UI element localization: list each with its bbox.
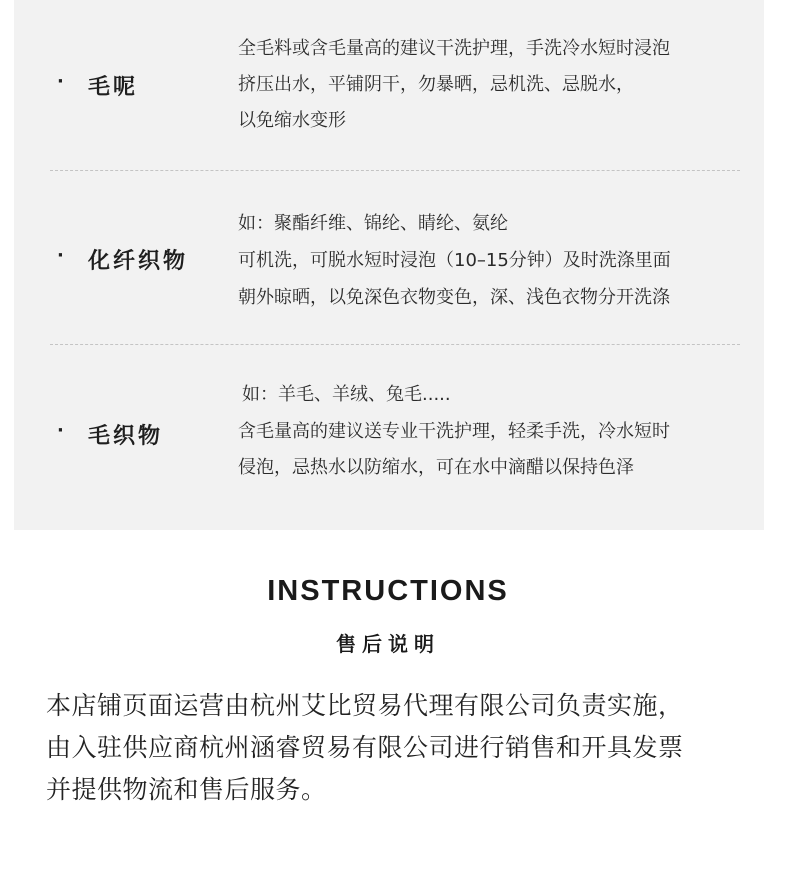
care-text-line: 以免缩水变形 (238, 110, 346, 131)
notice-line: 由入驻供应商杭州涵睿贸易有限公司进行销售和开具发票 (46, 733, 684, 762)
bullet: · (57, 420, 64, 441)
section-title: INSTRUCTIONS (267, 575, 509, 607)
fabric-care-panel (14, 0, 764, 530)
care-text-line: 全毛料或含毛量高的建议干洗护理，手洗冷水短时浸泡 (238, 38, 670, 59)
fabric-name: 化纤织物 (88, 249, 189, 274)
notice-line: 本店铺页面运营由杭州艾比贸易代理有限公司负责实施， (46, 691, 684, 720)
notice-line: 并提供物流和售后服务。 (46, 775, 327, 804)
care-text-line: 可机洗，可脱水短时浸泡（10–15分钟）及时洗涤里面 (238, 250, 671, 271)
care-text-line: 含毛量高的建议送专业干洗护理，轻柔手洗，冷水短时 (238, 421, 670, 442)
dashed-divider (50, 170, 740, 171)
care-text-line: 如：羊毛、羊绒、兔毛..... (242, 384, 451, 405)
care-text-line: 挤压出水，平铺阴干，勿暴晒，忌机洗、忌脱水， (238, 74, 634, 95)
care-text-line: 朝外晾晒，以免深色衣物变色，深、浅色衣物分开洗涤 (238, 287, 670, 308)
fabric-name: 毛呢 (88, 75, 139, 100)
bullet: · (57, 71, 64, 92)
care-text-line: 如：聚酯纤维、锦纶、睛纶、氨纶 (238, 213, 508, 234)
section-subtitle: 售后说明 (336, 632, 440, 656)
care-text-line: 侵泡，忌热水以防缩水，可在水中滴醋以保持色泽 (238, 457, 634, 478)
bullet: · (57, 245, 64, 266)
dashed-divider (50, 344, 740, 345)
fabric-name: 毛织物 (88, 424, 164, 449)
